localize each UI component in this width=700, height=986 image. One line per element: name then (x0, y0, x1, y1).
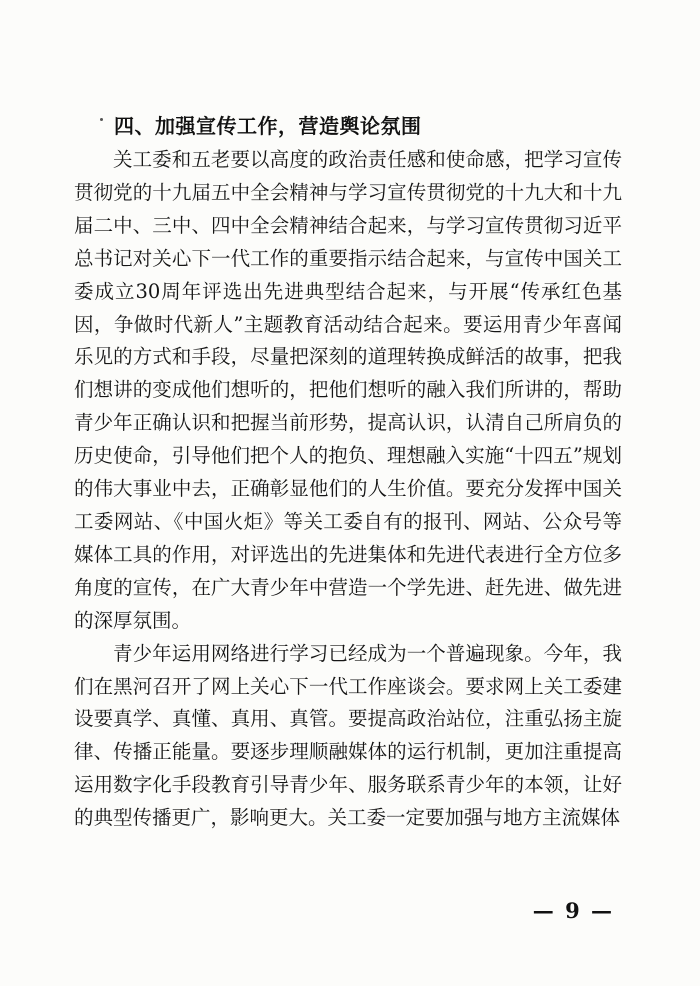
paragraph-1: 关工委和五老要以高度的政治责任感和使命感，把学习宣传贯彻党的十九届五中全会精神与学习宣传贯彻党的十九大和十九届二中、三中、四中全会精神结合起来，与学习宣传贯彻习近平总书记对关心下一代工作的重要指示结合起来，与宣传中国关工委成立30周年评选出先进典型结合起来，与开展“传承红色基因，争做时代新人”主题教育活动结合起来。要运用青少年喜闻乐见的方式和手段，尽量把深刻的道理转换成鲜活的故事，把我们想讲的变成他们想听的，把他们想听的融入我们所讲的，帮助青少年正确认识和把握当前形势，提高认识，认清自己所肩负的历史使命，引导他们把个人的抱负、理想融入实施“十四五”规划的伟大事业中去，正确彰显他们的人生价值。要充分发挥中国关工委网站、《中国火炬》等关工委自有的报刊、网站、公众号等媒体工具的作用，对评选出的先进集体和先进代表进行全方位多角度的宣传，在广大青少年中营造一个学先进、赶先进、做先进的深厚氛围。 (74, 148, 622, 632)
paragraph-2: 青少年运用网络进行学习已经成为一个普遍现象。今年，我们在黑河召开了网上关心下一代工作座谈会。要求网上关工委建设要真学、真懂、真用、真管。要提高政治站位，注重弘扬主旋律、传播正能量。要逐步理顺融媒体的运行机制，更加注重提高运用数字化手段教育引导青少年、服务联系青少年的本领，让好的典型传播更广，影响更大。关工委一定要加强与地方主流媒体 (74, 641, 622, 830)
body-text (74, 144, 622, 835)
page-number: — 9 — (532, 898, 614, 923)
section-heading: 四、加强宣传工作，营造舆论氛围 (114, 114, 422, 138)
scan-speck (100, 118, 103, 121)
